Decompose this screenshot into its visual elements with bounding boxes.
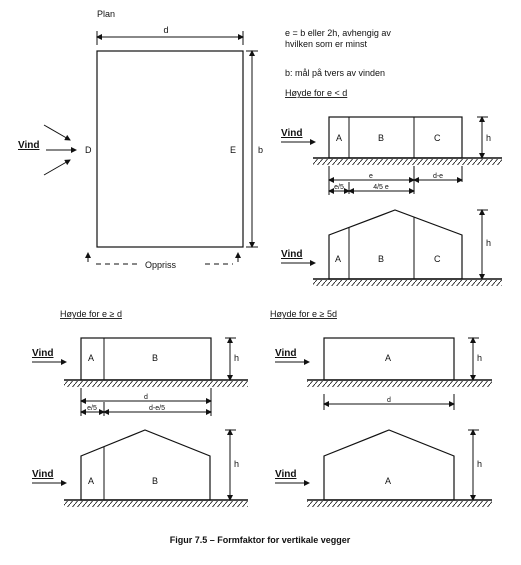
ground-hatch-6 [307,501,492,507]
dim-de5-label: d-e/5 [149,405,165,412]
plan-title: Plan [97,9,116,19]
h-label-1: h [486,133,492,143]
building-4 [81,430,210,500]
note-line-2: hvilken som er minst [285,39,368,49]
note-line-1: e = b eller 2h, avhengig av [285,28,391,38]
ground-hatch-1 [313,159,502,165]
zone-a-1: A [336,133,343,143]
case-e-lt-d-gable [281,210,502,286]
zone-a-5: A [385,353,392,363]
case-e-ge-d [32,309,248,507]
notes [285,28,391,98]
plan-wind-arrow-upper [44,125,70,140]
wind-label-5: Vind [275,348,297,359]
zone-b-4: B [152,476,159,486]
dim-45e-label: 4/5 e [373,184,389,191]
zone-b-2: B [378,254,385,264]
h-label-2: h [486,238,492,248]
plan-dim-b-label: b [258,145,264,155]
plan-wind-arrow-lower [44,160,70,175]
zone-a-2: A [335,254,342,264]
zone-a-3: A [88,353,95,363]
heading-e-ge-5d: Høyde for e ≥ 5d [270,309,337,319]
plan-wall-d: D [85,145,92,155]
ground-hatch-4 [64,501,248,507]
h-label-4: h [234,459,240,469]
dim-e5-label-1: e/5 [334,184,344,191]
dim-de-label: d-e [432,173,444,180]
plan-wind-label: Vind [18,140,40,151]
dim-e5-label-3: e/5 [87,405,97,412]
h-label-5: h [477,353,483,363]
building-6 [324,430,454,500]
ground-hatch-2 [313,280,502,286]
plan-view [18,9,263,270]
zone-c-1: C [434,133,441,143]
wind-label-4: Vind [32,469,54,480]
ground-hatch-3 [64,381,248,387]
case-e-lt-d-flat [281,117,502,195]
note-line-3: b: mål på tvers av vinden [285,68,386,78]
section-label: Oppriss [145,260,177,270]
zone-b-3: B [152,353,159,363]
zone-a-6: A [385,476,392,486]
dim-d-label-5: d [387,397,391,404]
plan-dim-d-label: d [163,25,169,35]
h-label-3: h [234,353,240,363]
dim-d-label-3: d [144,394,148,401]
wind-label-6: Vind [275,469,297,480]
plan-building [97,51,243,247]
ground-hatch-5 [307,381,492,387]
zone-a-4: A [88,476,95,486]
building-3 [81,338,211,380]
case-e-ge-5d [270,309,492,507]
dim-e-label: e [369,173,373,180]
wind-label-3: Vind [32,348,54,359]
figure-caption: Figur 7.5 – Formfaktor for vertikale vegger [169,535,351,545]
zone-b-1: B [378,133,385,143]
wind-label-1: Vind [281,128,303,139]
wind-label-2: Vind [281,249,303,260]
heading-e-lt-d: Høyde for e < d [285,88,348,98]
plan-wall-e: E [230,145,237,155]
heading-e-ge-d: Høyde for e ≥ d [60,309,122,319]
h-label-6: h [477,459,483,469]
zone-c-2: C [434,254,441,264]
